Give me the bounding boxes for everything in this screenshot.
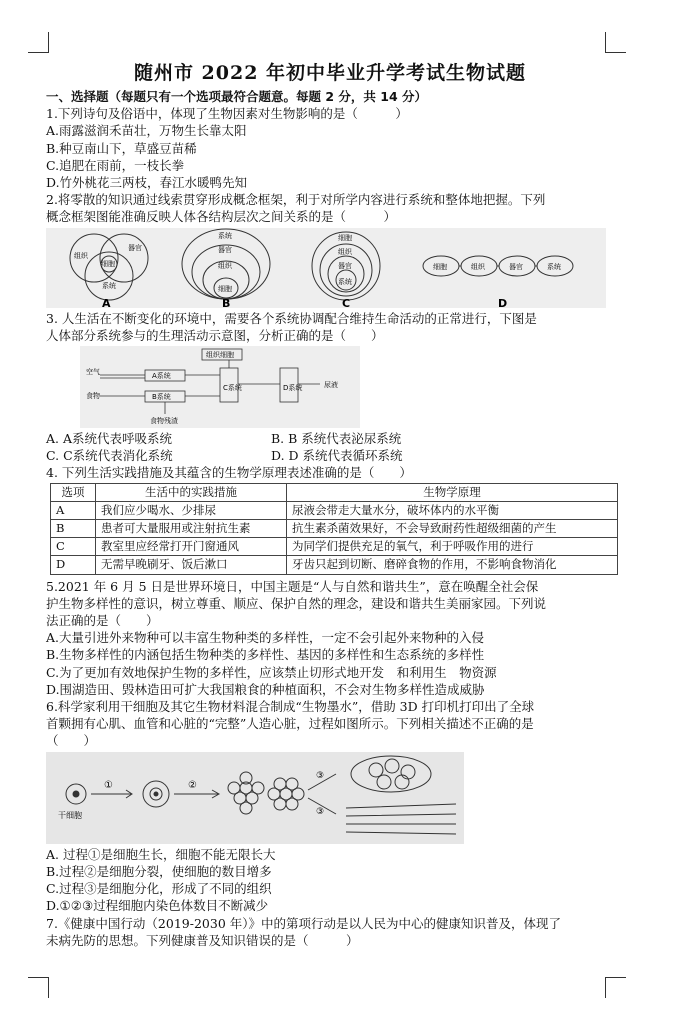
diagram-b-letter: B (222, 296, 231, 308)
section-heading: 一、选择题（每题只有一个选项最符合题意。每题 2 分，共 14 分） (46, 89, 428, 104)
q3-stem-1: 3. 人生活在不断变化的环境中，需要各个系统协调配合维持生命活动的正常进行，下图是 (46, 310, 537, 326)
q5-option-a: A.大量引进外来物种可以丰富生物种类的多样性，一定不会引起外来物种的入侵 (46, 630, 485, 646)
crop-mark-top-right (605, 32, 626, 53)
diagram-c-cell: 细胞 (338, 233, 352, 242)
table-row: A 我们应少喝水、少排尿 尿液会带走大量水分，破坏体内的水平衡 (51, 501, 618, 519)
fig-step-3-top: ③ (316, 770, 325, 781)
q6-stem-1: 6.科学家利用干细胞及其它生物材料混合制成“生物墨水”，借助 3D 打印机打印出了全球 (46, 699, 535, 715)
diagram-c-organ: 器官 (338, 261, 352, 270)
q5-stem-1: 5.2021 年 6 月 5 日是世界环境日，中国主题是“人与自然和谐共生”，意在唤醒全社会保 (46, 578, 539, 594)
diagram-d-system: 系统 (547, 262, 561, 271)
diagram-a-organ: 器官 (128, 243, 142, 252)
q1-option-d: D.竹外桃花三两枝，春江水暖鸭先知 (46, 175, 248, 191)
q3-option-d: D. D 系统代表循环系统 (271, 448, 403, 464)
q4-table (50, 483, 618, 575)
q3-stem-2: 人体部分系统参与的生理活动示意图，分析正确的是（ ） (46, 327, 384, 343)
diagram-c-tissue: 组织 (338, 247, 352, 256)
q1-option-b: B.种豆南山下，草盛豆苗稀 (46, 140, 197, 156)
q4-stem: 4. 下列生活实践措施及其蕴含的生物学原理表述准确的是（ ） (46, 465, 412, 481)
fig-step-2: ② (188, 779, 197, 791)
diagram-d-cell: 细胞 (433, 262, 447, 271)
fig-urine: 尿液 (324, 381, 338, 390)
fig-tissue-cell: 组织细胞 (206, 351, 234, 360)
q5-option-c: C.为了更加有效地保护生物的多样性，应该禁止切形式地开发 和利用生 物资源 (46, 664, 497, 680)
q5-stem-2: 护生物多样性的意识，树立尊重、顺应、保护自然的理念，建设和谐共生美丽家园。下列说 (46, 595, 547, 611)
q3-option-b: B. B 系统代表泌尿系统 (271, 431, 402, 447)
diagram-a-letter: A (102, 296, 111, 308)
fig-food: 食物 (86, 392, 100, 401)
diagram-a-system: 系统 (102, 281, 116, 290)
fig-a-system: A系统 (152, 372, 171, 381)
q6-option-c: C.过程③是细胞分化，形成了不同的组织 (46, 881, 272, 897)
diagram-b-tissue: 组织 (218, 261, 232, 270)
diagram-d-letter: D (498, 296, 508, 308)
table-header: 生活中的实践措施 (96, 483, 287, 501)
diagram-b-system: 系统 (218, 231, 232, 240)
q5-option-d: D.围湖造田、毁林造田可扩大我国粮食的种植面积，不会对生物多样性造成威胁 (46, 681, 485, 697)
q6-figure (46, 752, 616, 844)
diagram-d-organ: 器官 (509, 262, 523, 271)
q3-option-a: A. A系统代表呼吸系统 (46, 431, 173, 447)
q1-option-c: C.追肥在雨前，一枝长拳 (46, 157, 185, 173)
q2-stem-1: 2.将零散的知识通过线索贯穿形成概念框架，利于对所学内容进行系统和整体地把握。下列 (46, 192, 546, 208)
table-header: 选项 (51, 483, 96, 501)
diagram-c-letter: C (342, 296, 351, 308)
diagram-b-cell: 细胞 (218, 284, 232, 293)
table-row: B 患者可大量服用或注射抗生素 抗生素杀菌效果好，不会导致耐药性超级细菌的产生 (51, 520, 618, 538)
q6-option-a: A. 过程①是细胞生长，细胞不能无限长大 (46, 846, 276, 862)
q3-option-c: C. C系统代表消化系统 (46, 448, 173, 464)
fig-step-3-bottom: ③ (316, 806, 325, 817)
q2-stem-2: 概念框架图能准确反映人体各结构层次之间关系的是（ ） (46, 209, 397, 225)
q6-option-d: D.①②③过程细胞内染色体数目不断减少 (46, 898, 269, 914)
q1-stem: 1.下列诗句及俗语中，体现了生物因素对生物影响的是（ ） (46, 106, 408, 122)
fig-b-system: B系统 (152, 393, 171, 402)
fig-air: 空气 (86, 368, 100, 377)
table-row: C 教室里应经常打开门窗通风 为同学们提供充足的氧气，利于呼吸作用的进行 (51, 538, 618, 556)
q7-stem-1: 7.《健康中国行动（2019-2030 年）》中的第项行动是以人民为中心的健康知识普及，体现了 (46, 915, 561, 931)
q5-stem-3: 法正确的是（ ） (46, 613, 159, 629)
concept-diagrams (46, 228, 606, 308)
diagram-b-organ: 器官 (218, 245, 232, 254)
diagram-a-tissue: 组织 (74, 251, 88, 260)
q6-option-b: B.过程②是细胞分裂，使细胞的数目增多 (46, 863, 272, 879)
crop-mark-bottom-left (28, 977, 49, 998)
diagram-d-tissue: 组织 (471, 262, 485, 271)
crop-mark-bottom-right (605, 977, 626, 998)
fig-step-1: ① (104, 779, 113, 791)
fig-food-residue: 食物残渣 (150, 417, 178, 426)
exam-content (46, 88, 616, 949)
fig-stem-cell-label: 干细胞 (58, 810, 82, 820)
diagram-a-cell: 细胞 (101, 259, 115, 268)
q2-figure (46, 228, 616, 308)
fig-d-system: D系统 (283, 384, 303, 393)
fig-c-system: C系统 (223, 384, 242, 393)
table-header: 生物学原理 (287, 483, 618, 501)
q1-option-a: A.雨露滋润禾苗壮，万物生长靠太阳 (46, 123, 247, 139)
table-row: D 无需早晚刷牙、饭后漱口 牙齿只起到切断、磨碎食物的作用，不影响食物消化 (51, 556, 618, 574)
q6-stem-3: （ ） (46, 733, 97, 749)
q7-stem-2: 未病先防的思想。下列健康普及知识错误的是（ ） (46, 932, 359, 948)
page-title: 随州市 2022 年初中毕业升学考试生物试题 (133, 62, 527, 84)
crop-mark-top-left (28, 32, 49, 53)
q5-option-b: B.生物多样性的内涵包括生物种类的多样性、基因的多样性和生态系统的多样性 (46, 647, 485, 663)
q6-stem-2: 首颗拥有心肌、血管和心脏的“完整”人造心脏，过程如图所示。下列相关描述不正确的是 (46, 716, 534, 732)
q3-figure (80, 346, 616, 428)
diagram-c-system: 系统 (338, 277, 352, 286)
